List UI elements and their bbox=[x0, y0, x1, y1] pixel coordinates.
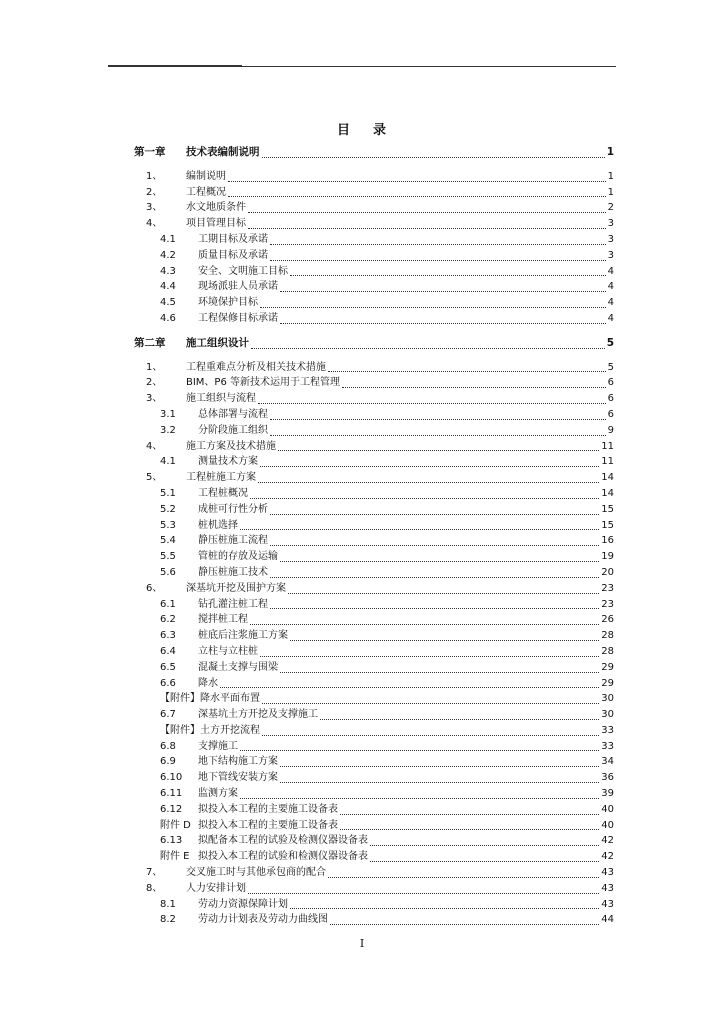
toc-entry[interactable] bbox=[134, 676, 614, 692]
toc-dot-leader bbox=[278, 450, 599, 451]
toc-entry-number: 5、 bbox=[146, 472, 163, 484]
toc-entry-title: 搅拌桩工程 bbox=[198, 614, 248, 626]
toc-entry-title: 技术表编制说明 bbox=[186, 146, 260, 158]
toc-entry-page: 44 bbox=[601, 914, 614, 926]
toc-entry-page: 3 bbox=[607, 233, 614, 245]
toc-entry-number: 4.5 bbox=[160, 297, 176, 309]
toc-entry-number: 6.1 bbox=[160, 598, 176, 610]
toc-dot-leader bbox=[240, 529, 599, 530]
toc-entry-page: 4 bbox=[607, 265, 614, 277]
toc-entry-title: 静压桩施工流程 bbox=[198, 535, 268, 547]
toc-entry-number: 4.3 bbox=[160, 265, 176, 277]
toc-entry-number: 4、 bbox=[146, 440, 163, 452]
toc-entry[interactable] bbox=[134, 739, 614, 755]
toc-entry-title: 支撑施工 bbox=[198, 740, 238, 752]
toc-dot-leader bbox=[280, 561, 599, 562]
toc-entry-page: 19 bbox=[601, 551, 614, 563]
toc-entry[interactable] bbox=[134, 518, 614, 534]
toc-entry-title: 监测方案 bbox=[198, 788, 238, 800]
toc-dot-leader bbox=[328, 371, 606, 372]
toc-entry-page: 2 bbox=[607, 202, 614, 214]
toc-entry[interactable] bbox=[134, 502, 614, 518]
toc-title bbox=[0, 119, 724, 138]
toc-entry[interactable] bbox=[134, 833, 614, 849]
toc-entry-number: 附件 D bbox=[160, 819, 191, 831]
toc-dot-leader bbox=[250, 498, 599, 499]
toc-entry[interactable] bbox=[134, 754, 614, 770]
toc-dot-leader bbox=[270, 577, 599, 578]
toc-entry-number: 6.12 bbox=[160, 803, 183, 815]
toc-entry-title: 测量技术方案 bbox=[198, 456, 258, 468]
toc-entry[interactable] bbox=[134, 391, 614, 407]
toc-entry[interactable] bbox=[134, 707, 614, 723]
toc-entry[interactable] bbox=[134, 407, 614, 423]
toc-entry-page: 4 bbox=[607, 297, 614, 309]
toc-entry-number: 2、 bbox=[146, 186, 163, 198]
toc-dot-leader bbox=[262, 735, 599, 736]
toc-dot-leader bbox=[280, 782, 599, 783]
toc-entry-page: 36 bbox=[601, 772, 614, 784]
toc-entry-title: 成桩可行性分析 bbox=[198, 503, 268, 515]
toc-entry-title: 混凝土支撑与围梁 bbox=[198, 661, 278, 673]
toc-entry-page: 26 bbox=[601, 614, 614, 626]
toc-entry[interactable] bbox=[134, 786, 614, 802]
toc-entry[interactable] bbox=[134, 145, 614, 161]
toc-entry-number: 8.2 bbox=[160, 914, 176, 926]
toc-entry-page: 4 bbox=[607, 281, 614, 293]
toc-entry-title: 工程概况 bbox=[186, 186, 226, 198]
toc-dot-leader bbox=[262, 157, 605, 158]
toc-entry-page: 14 bbox=[601, 472, 614, 484]
toc-entry-page: 16 bbox=[601, 535, 614, 547]
toc-entry[interactable] bbox=[134, 295, 614, 311]
toc-dot-leader bbox=[290, 640, 599, 641]
toc-entry-title: BIM、P6 等新技术运用于工程管理 bbox=[186, 377, 341, 389]
toc-entry-page: 4 bbox=[607, 312, 614, 324]
toc-dot-leader bbox=[280, 323, 606, 324]
toc-dot-leader bbox=[262, 703, 599, 704]
toc-entry-title: 桩机选择 bbox=[198, 519, 238, 531]
toc-dot-leader bbox=[248, 212, 606, 213]
toc-entry[interactable] bbox=[134, 912, 614, 928]
toc-dot-leader bbox=[260, 307, 606, 308]
toc-entry[interactable] bbox=[134, 581, 614, 597]
toc-entry-number: 6.4 bbox=[160, 645, 176, 657]
toc-entry-page: 39 bbox=[601, 788, 614, 800]
toc-dot-leader bbox=[290, 275, 606, 276]
toc-entry-page: 1 bbox=[607, 186, 614, 198]
toc-entry-number: 6.7 bbox=[160, 709, 176, 721]
toc-entry-title: 劳动力资源保障计划 bbox=[198, 898, 288, 910]
toc-entry-title: 土方开挖流程 bbox=[200, 724, 260, 736]
toc-entry[interactable] bbox=[134, 818, 614, 834]
toc-entry-number: 4.1 bbox=[160, 233, 176, 245]
toc-dot-leader bbox=[240, 798, 599, 799]
toc-entry[interactable] bbox=[134, 216, 614, 232]
toc-entry-title: 编制说明 bbox=[186, 170, 226, 182]
toc-entry-number: 6.2 bbox=[160, 614, 176, 626]
toc-entry-page: 30 bbox=[601, 709, 614, 721]
toc-entry-number: 5.2 bbox=[160, 503, 176, 515]
toc-entry[interactable] bbox=[134, 248, 614, 264]
toc-entry[interactable] bbox=[134, 865, 614, 881]
toc-entry-title: 工程保修目标承诺 bbox=[198, 312, 278, 324]
toc-entry-page: 15 bbox=[601, 519, 614, 531]
toc-dot-leader bbox=[342, 387, 606, 388]
toc-entry-title: 管桩的存放及运输 bbox=[198, 551, 278, 563]
toc-entry-number: 6、 bbox=[146, 582, 163, 594]
toc-dot-leader bbox=[220, 687, 599, 688]
toc-entry-number: 4.4 bbox=[160, 281, 176, 293]
toc-entry-number: 6.8 bbox=[160, 740, 176, 752]
toc-dot-leader bbox=[328, 877, 599, 878]
toc-entry-page: 23 bbox=[601, 582, 614, 594]
toc-entry-page: 5 bbox=[607, 361, 614, 373]
toc-entry-page: 43 bbox=[601, 867, 614, 879]
toc-entry-number: 6.13 bbox=[160, 835, 183, 847]
toc-entry-page: 34 bbox=[601, 756, 614, 768]
toc-entry-number: 【附件】 bbox=[160, 724, 200, 736]
toc-entry-title: 施工组织与流程 bbox=[186, 393, 256, 405]
toc-dot-leader bbox=[240, 750, 599, 751]
toc-entry-number: 6.11 bbox=[160, 788, 183, 800]
toc-entry-title: 工期目标及承诺 bbox=[198, 233, 268, 245]
toc-dot-leader bbox=[270, 545, 599, 546]
toc-entry[interactable] bbox=[134, 660, 614, 676]
toc-entry[interactable] bbox=[134, 612, 614, 628]
toc-entry-page: 1 bbox=[606, 146, 614, 158]
toc-title-part2: 录 bbox=[373, 123, 388, 138]
toc-dot-leader bbox=[228, 181, 606, 182]
toc-entry-page: 6 bbox=[607, 377, 614, 389]
toc-entry-number: 6.5 bbox=[160, 661, 176, 673]
toc-entry-title: 现场派驻人员承诺 bbox=[198, 281, 278, 293]
toc-entry[interactable] bbox=[134, 628, 614, 644]
toc-entry[interactable] bbox=[134, 770, 614, 786]
toc-entry[interactable] bbox=[134, 439, 614, 455]
toc-entry-title: 劳动力计划表及劳动力曲线图 bbox=[198, 914, 328, 926]
table-of-contents bbox=[134, 145, 614, 928]
toc-entry-number: 2、 bbox=[146, 377, 163, 389]
toc-entry-number: 8.1 bbox=[160, 898, 176, 910]
toc-entry[interactable] bbox=[134, 264, 614, 280]
toc-dot-leader bbox=[320, 719, 599, 720]
toc-entry-title: 深基坑土方开挖及支撑施工 bbox=[198, 709, 318, 721]
toc-dot-leader bbox=[258, 482, 599, 483]
toc-entry-title: 拟投入本工程的试验和检测仪器设备表 bbox=[198, 851, 368, 863]
toc-dot-leader bbox=[250, 624, 599, 625]
toc-entry-number: 第一章 bbox=[134, 146, 166, 158]
toc-entry[interactable] bbox=[134, 169, 614, 185]
toc-entry-page: 15 bbox=[601, 503, 614, 515]
toc-entry-number: 4.1 bbox=[160, 456, 176, 468]
toc-entry-page: 33 bbox=[601, 740, 614, 752]
toc-dot-leader bbox=[288, 593, 599, 594]
toc-dot-leader bbox=[370, 861, 599, 862]
toc-entry[interactable] bbox=[134, 200, 614, 216]
toc-entry-title: 交叉施工时与其他承包商的配合 bbox=[186, 867, 326, 879]
toc-entry-page: 5 bbox=[606, 336, 614, 349]
toc-entry[interactable] bbox=[134, 533, 614, 549]
toc-dot-leader bbox=[248, 893, 599, 894]
toc-entry[interactable] bbox=[134, 897, 614, 913]
toc-entry-page: 20 bbox=[601, 566, 614, 578]
toc-entry-title: 拟配备本工程的试验及检测仪器设备表 bbox=[198, 835, 368, 847]
toc-title-part1: 目 bbox=[336, 123, 351, 138]
toc-entry-title: 深基坑开挖及围护方案 bbox=[186, 582, 286, 594]
toc-entry-page: 28 bbox=[601, 645, 614, 657]
toc-entry-title: 立柱与立柱桩 bbox=[198, 645, 258, 657]
toc-entry[interactable] bbox=[134, 486, 614, 502]
toc-entry-number: 5.4 bbox=[160, 535, 176, 547]
toc-entry-page: 42 bbox=[601, 835, 614, 847]
toc-entry-number: 6.9 bbox=[160, 756, 176, 768]
toc-entry-title: 工程重难点分析及相关技术措施 bbox=[186, 361, 326, 373]
toc-entry[interactable] bbox=[134, 311, 614, 327]
toc-dot-leader bbox=[370, 845, 599, 846]
toc-dot-leader bbox=[270, 260, 606, 261]
toc-entry-title: 施工方案及技术措施 bbox=[186, 440, 276, 452]
toc-entry-page: 1 bbox=[607, 170, 614, 182]
toc-entry-number: 第二章 bbox=[134, 336, 166, 349]
toc-entry-title: 施工组织设计 bbox=[186, 336, 249, 349]
toc-entry[interactable] bbox=[134, 549, 614, 565]
toc-entry-number: 附件 E bbox=[160, 851, 190, 863]
toc-entry-page: 11 bbox=[601, 440, 614, 452]
toc-entry-page: 6 bbox=[607, 393, 614, 405]
toc-dot-leader bbox=[340, 814, 599, 815]
toc-entry-number: 5.1 bbox=[160, 487, 176, 499]
toc-entry[interactable] bbox=[134, 723, 614, 739]
toc-entry-number: 4、 bbox=[146, 218, 163, 230]
toc-entry-title: 工程桩概况 bbox=[198, 487, 248, 499]
toc-entry[interactable] bbox=[134, 454, 614, 470]
toc-dot-leader bbox=[330, 924, 599, 925]
toc-dot-leader bbox=[290, 908, 599, 909]
toc-entry[interactable] bbox=[134, 470, 614, 486]
toc-entry-number: 3.2 bbox=[160, 424, 176, 436]
toc-entry-number: 4.2 bbox=[160, 249, 176, 261]
toc-entry-number: 【附件】 bbox=[160, 693, 200, 705]
toc-entry-number: 5.5 bbox=[160, 551, 176, 563]
toc-entry-title: 质量目标及承诺 bbox=[198, 249, 268, 261]
toc-entry-page: 23 bbox=[601, 598, 614, 610]
toc-entry-page: 40 bbox=[601, 803, 614, 815]
toc-entry-title: 人力安排计划 bbox=[186, 882, 246, 894]
toc-dot-leader bbox=[270, 244, 606, 245]
toc-entry-title: 钻孔灌注桩工程 bbox=[198, 598, 268, 610]
toc-entry[interactable] bbox=[134, 279, 614, 295]
toc-entry-page: 6 bbox=[607, 408, 614, 420]
toc-entry-title: 静压桩施工技术 bbox=[198, 566, 268, 578]
toc-entry-number: 4.6 bbox=[160, 312, 176, 324]
toc-entry-page: 28 bbox=[601, 630, 614, 642]
toc-entry[interactable] bbox=[134, 232, 614, 248]
toc-dot-leader bbox=[251, 348, 605, 349]
toc-entry-number: 3、 bbox=[146, 393, 163, 405]
page-number: I bbox=[359, 937, 365, 950]
toc-entry-title: 水文地质条件 bbox=[186, 202, 246, 214]
toc-entry[interactable] bbox=[134, 881, 614, 897]
toc-dot-leader bbox=[258, 403, 606, 404]
toc-entry[interactable] bbox=[134, 360, 614, 376]
toc-entry-page: 9 bbox=[607, 424, 614, 436]
toc-entry-page: 3 bbox=[607, 249, 614, 261]
toc-entry-number: 3、 bbox=[146, 202, 163, 214]
toc-dot-leader bbox=[280, 766, 599, 767]
toc-entry-number: 8、 bbox=[146, 882, 163, 894]
toc-entry-page: 14 bbox=[601, 487, 614, 499]
toc-entry[interactable] bbox=[134, 185, 614, 201]
toc-dot-leader bbox=[260, 466, 599, 467]
toc-dot-leader bbox=[270, 514, 599, 515]
toc-entry-title: 拟投入本工程的主要施工设备表 bbox=[198, 803, 338, 815]
toc-entry-title: 总体部署与流程 bbox=[198, 408, 268, 420]
toc-entry-title: 安全、文明施工目标 bbox=[198, 265, 288, 277]
toc-entry-title: 降水平面布置 bbox=[200, 693, 260, 705]
toc-entry-number: 6.3 bbox=[160, 630, 176, 642]
toc-entry-title: 拟投入本工程的主要施工设备表 bbox=[198, 819, 338, 831]
toc-dot-leader bbox=[340, 829, 599, 830]
toc-entry-page: 3 bbox=[607, 218, 614, 230]
toc-dot-leader bbox=[260, 656, 599, 657]
toc-dot-leader bbox=[270, 608, 599, 609]
toc-entry[interactable] bbox=[134, 565, 614, 581]
toc-entry-title: 工程桩施工方案 bbox=[186, 472, 256, 484]
toc-entry[interactable] bbox=[134, 644, 614, 660]
toc-entry[interactable] bbox=[134, 423, 614, 439]
toc-entry-number: 3.1 bbox=[160, 408, 176, 420]
toc-entry-number: 5.3 bbox=[160, 519, 176, 531]
toc-dot-leader bbox=[280, 672, 599, 673]
toc-entry-number: 6.10 bbox=[160, 772, 183, 784]
toc-entry-title: 地下管线安装方案 bbox=[198, 772, 278, 784]
toc-entry-number: 6.6 bbox=[160, 677, 176, 689]
toc-entry-page: 29 bbox=[601, 677, 614, 689]
toc-entry-page: 30 bbox=[601, 693, 614, 705]
toc-dot-leader bbox=[280, 291, 606, 292]
toc-entry-title: 分阶段施工组织 bbox=[198, 424, 268, 436]
toc-entry-title: 降水 bbox=[198, 677, 218, 689]
toc-dot-leader bbox=[248, 228, 606, 229]
toc-entry-number: 1、 bbox=[146, 361, 163, 373]
toc-entry[interactable] bbox=[134, 691, 614, 707]
toc-entry[interactable] bbox=[134, 597, 614, 613]
toc-entry-page: 33 bbox=[601, 724, 614, 736]
toc-entry-page: 43 bbox=[601, 898, 614, 910]
toc-entry[interactable] bbox=[134, 375, 614, 391]
toc-entry-title: 桩底后注浆施工方案 bbox=[198, 630, 288, 642]
toc-entry[interactable] bbox=[134, 802, 614, 818]
toc-entry-title: 环境保护目标 bbox=[198, 297, 258, 309]
toc-entry-title: 地下结构施工方案 bbox=[198, 756, 278, 768]
toc-entry-page: 29 bbox=[601, 661, 614, 673]
toc-entry[interactable] bbox=[134, 336, 614, 352]
toc-entry-page: 11 bbox=[601, 456, 614, 468]
toc-dot-leader bbox=[270, 419, 606, 420]
header-rule-accent bbox=[108, 65, 242, 67]
toc-entry-number: 1、 bbox=[146, 170, 163, 182]
toc-entry-number: 5.6 bbox=[160, 566, 176, 578]
toc-entry-page: 42 bbox=[601, 851, 614, 863]
toc-dot-leader bbox=[270, 435, 606, 436]
toc-entry[interactable] bbox=[134, 849, 614, 865]
toc-entry-number: 7、 bbox=[146, 867, 163, 879]
toc-dot-leader bbox=[228, 196, 606, 197]
toc-entry-page: 43 bbox=[601, 882, 614, 894]
toc-entry-page: 40 bbox=[601, 819, 614, 831]
toc-entry-title: 项目管理目标 bbox=[186, 218, 246, 230]
